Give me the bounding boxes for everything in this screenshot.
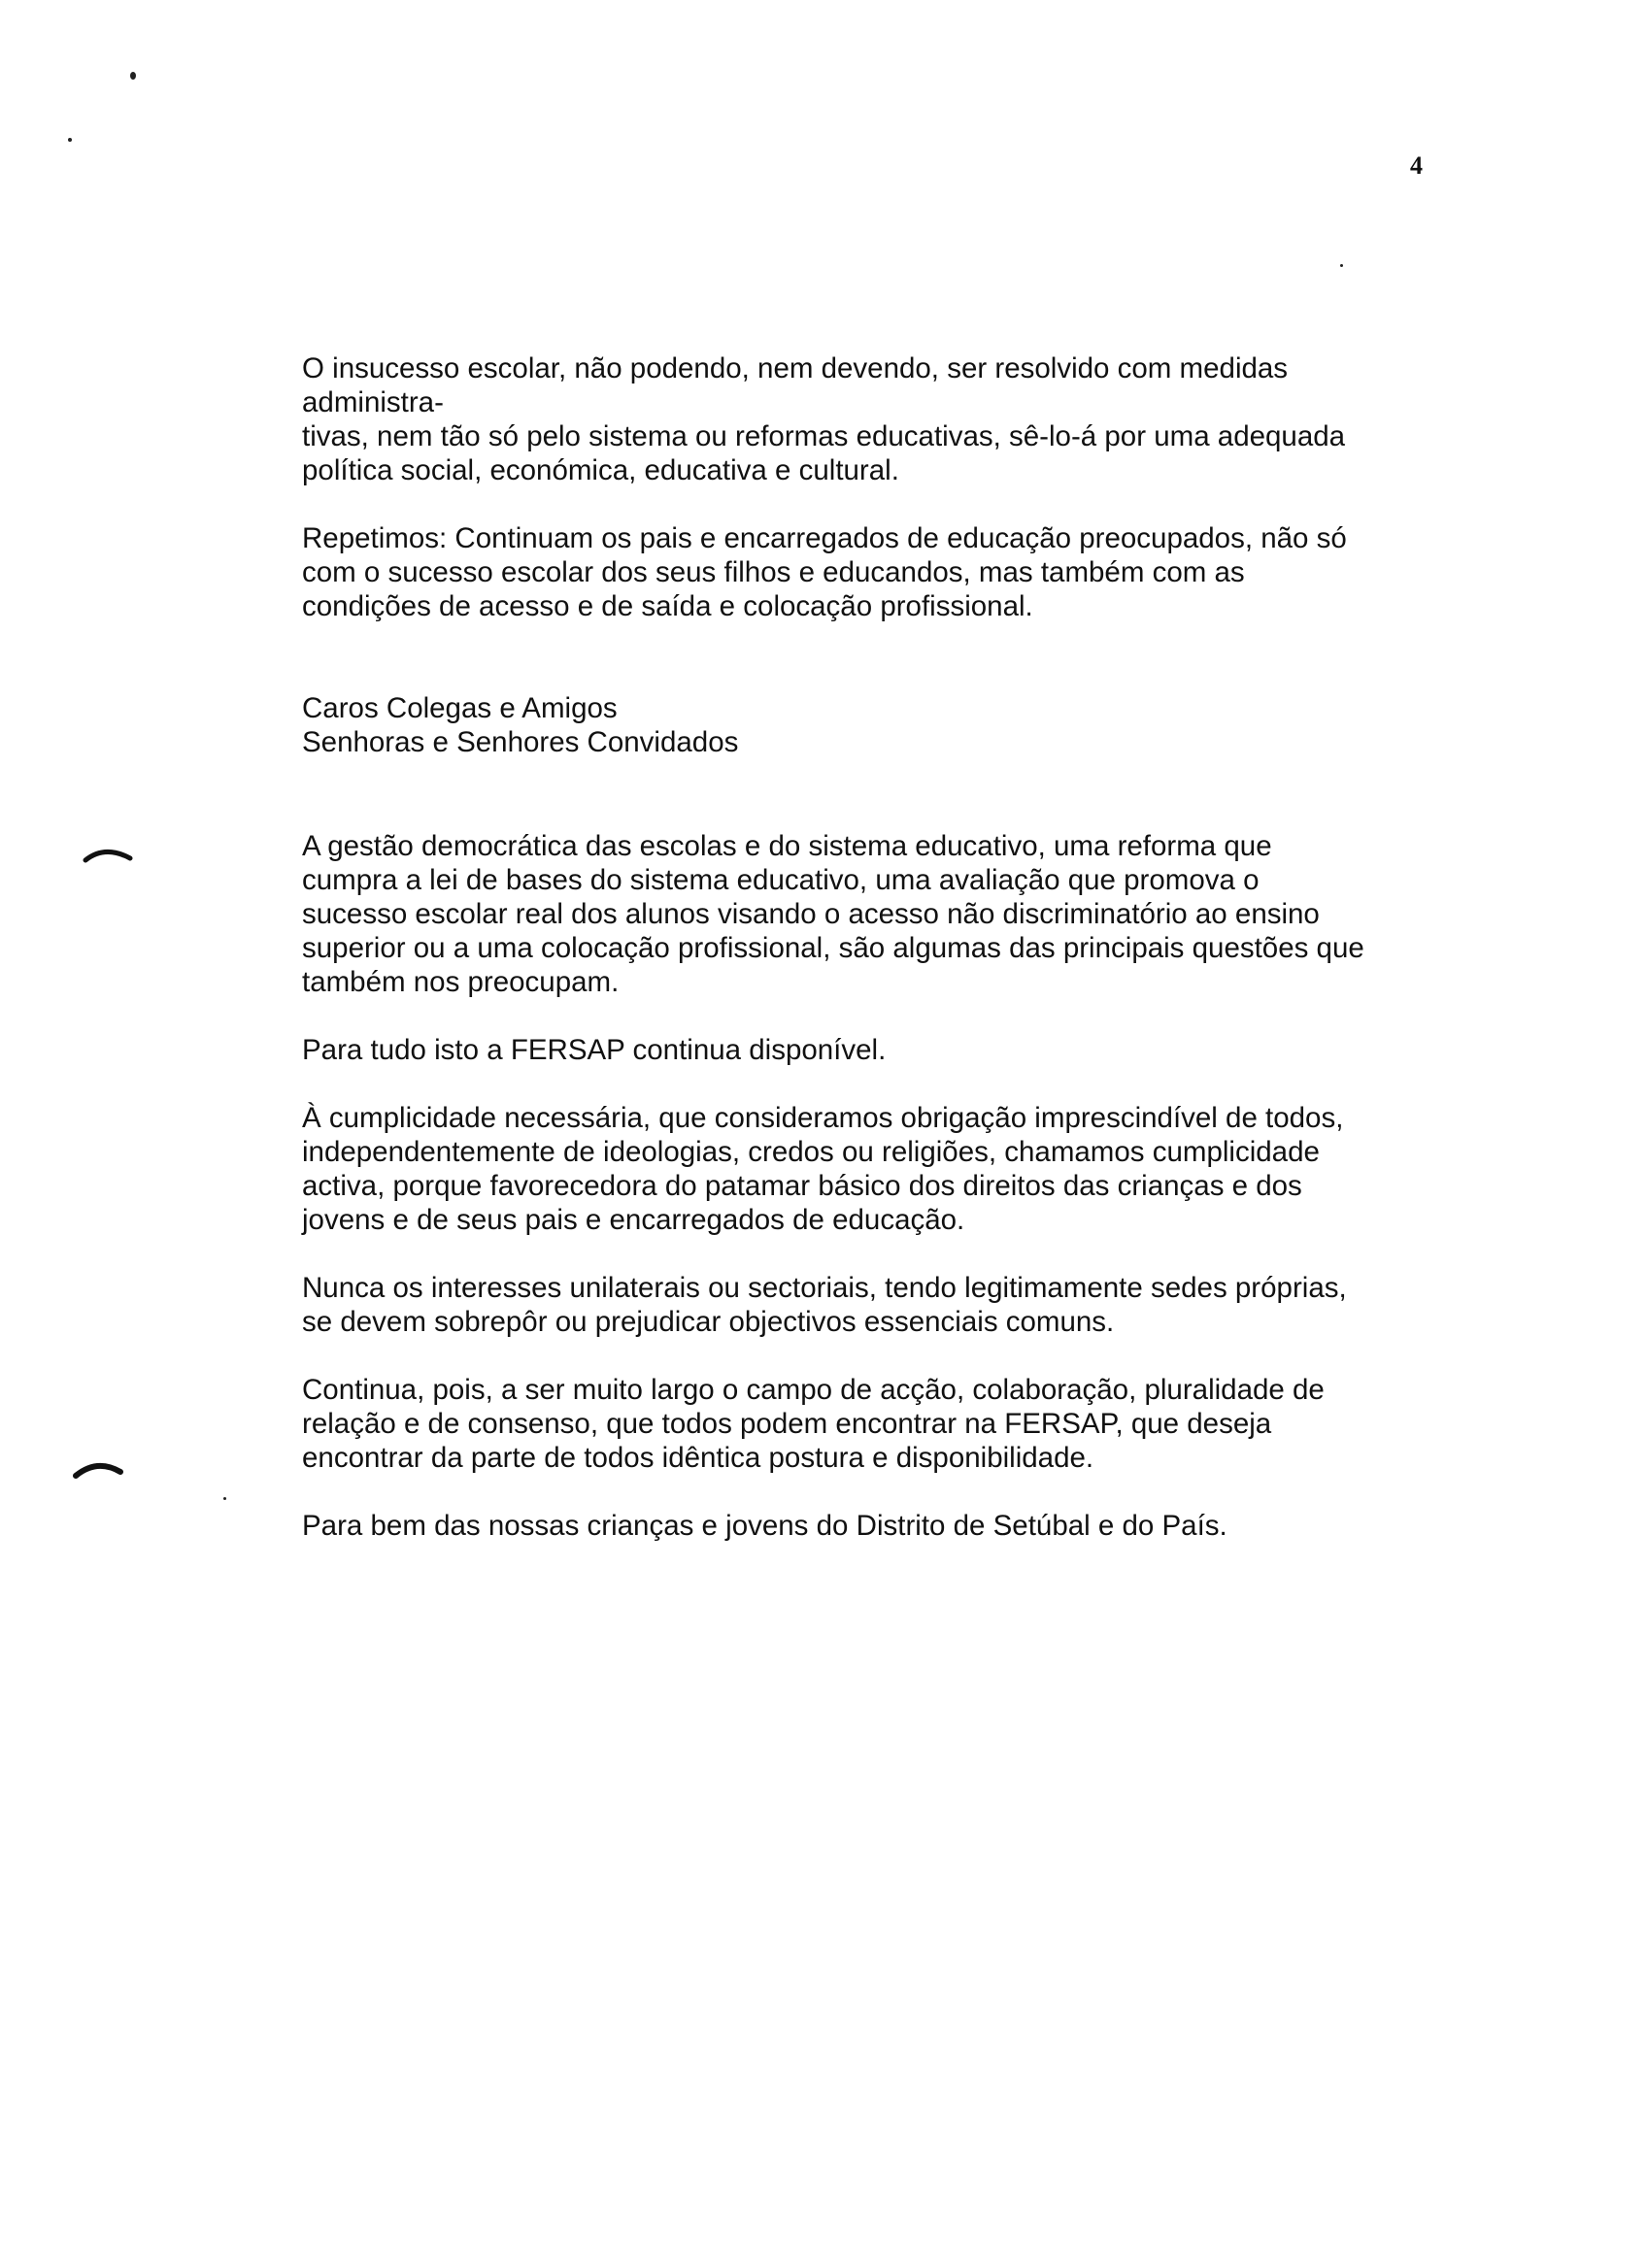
- text-line: relação e de consenso, que todos podem encontrar na FERSAP, que deseja: [302, 1408, 1272, 1440]
- text-line: também nos preocupam.: [302, 966, 620, 998]
- paragraph: [302, 1271, 1448, 1339]
- text-line: administra-: [302, 386, 444, 418]
- paragraph: [302, 1373, 1448, 1475]
- paragraph: [302, 1101, 1448, 1237]
- paragraph: [302, 521, 1448, 623]
- text-line: Senhoras e Senhores Convidados: [302, 726, 739, 758]
- document-body: [302, 351, 1448, 1543]
- paragraph: [302, 1033, 1448, 1067]
- text-line: sucesso escolar real dos alunos visando o acesso não discriminatório ao ensino: [302, 898, 1320, 930]
- text-line: Para bem das nossas crianças e jovens do Distrito de Setúbal e do País.: [302, 1510, 1227, 1542]
- text-line: cumpra a lei de bases do sistema educativo, uma avaliação que promova o: [302, 864, 1260, 896]
- text-line: encontrar da parte de todos idêntica postura e disponibilidade.: [302, 1442, 1094, 1474]
- text-line: política social, económica, educativa e cultural.: [302, 454, 899, 486]
- scan-speck: [68, 138, 72, 142]
- paragraph: [302, 829, 1448, 999]
- text-line: Caros Colegas e Amigos: [302, 692, 618, 724]
- paragraph: [302, 1509, 1448, 1543]
- text-line: condições de acesso e de saída e colocação profissional.: [302, 590, 1033, 622]
- text-line: tivas, nem tão só pelo sistema ou reformas educativas, sê-lo-á por uma adequada: [302, 420, 1346, 452]
- text-line: Continua, pois, a ser muito largo o campo de acção, colaboração, pluralidade de: [302, 1374, 1325, 1406]
- text-line: activa, porque favorecedora do patamar básico dos direitos das crianças e dos: [302, 1170, 1302, 1202]
- paragraph: [302, 351, 1448, 487]
- text-line: Nunca os interesses unilaterais ou sectoriais, tendo legitimamente sedes próprias,: [302, 1272, 1347, 1304]
- text-line: Para tudo isto a FERSAP continua disponível.: [302, 1034, 887, 1066]
- text-line: com o sucesso escolar dos seus filhos e educandos, mas também com as: [302, 556, 1245, 588]
- scan-speck: [223, 1497, 226, 1500]
- page-number: 4: [1410, 151, 1423, 180]
- text-line: À cumplicidade necessária, que consideramos obrigação imprescindível de todos,: [302, 1102, 1344, 1134]
- text-line: Repetimos: Continuam os pais e encarregados de educação preocupados, não só: [302, 522, 1347, 554]
- scan-mark: [72, 1456, 126, 1482]
- text-line: superior ou a uma colocação profissional, são algumas das principais questões que: [302, 932, 1364, 964]
- text-line: se devem sobrepôr ou prejudicar objectivos essenciais comuns.: [302, 1306, 1115, 1338]
- scan-mark: [82, 841, 136, 866]
- text-line: A gestão democrática das escolas e do sistema educativo, uma reforma que: [302, 830, 1272, 862]
- text-line: O insucesso escolar, não podendo, nem devendo, ser resolvido com medidas: [302, 352, 1289, 384]
- text-line: independentemente de ideologias, credos ou religiões, chamamos cumplicidade: [302, 1136, 1320, 1168]
- text-line: jovens e de seus pais e encarregados de educação.: [302, 1204, 965, 1236]
- scan-speck: [130, 72, 136, 80]
- scan-speck: [1340, 264, 1343, 267]
- salutation: [302, 691, 1448, 759]
